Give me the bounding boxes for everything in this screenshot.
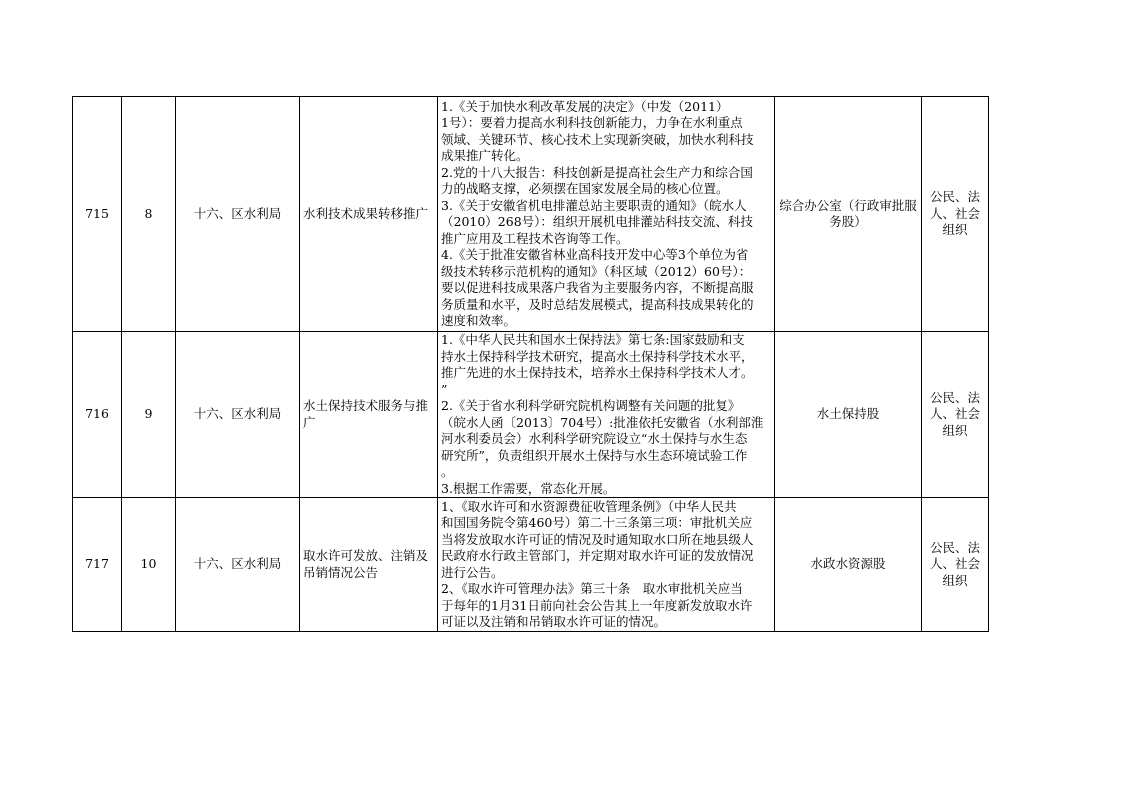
row-number: 716: [73, 332, 122, 498]
responsible-office-cell: 水土保持股: [775, 332, 922, 498]
item-name-cell: 水土保持技术服务与推广: [300, 332, 438, 498]
basis-line: 4.《关于批准安徽省林业高科技开发中心等3个单位为省: [441, 247, 749, 262]
basis-line: 当将发放取水许可证的情况及时通知取水口所在地县级人: [441, 531, 754, 547]
basis-line: 1.《关于加快水利改革发展的决定》（中发（2011）: [441, 98, 729, 114]
basis-line: 级技术转移示范机构的通知》（科区域（2012）60号）：: [441, 263, 752, 279]
item-name-cell: 取水许可发放、注销及吊销情况公告: [300, 498, 438, 632]
service-target-cell: 公民、法人、社会组织: [922, 332, 989, 498]
basis-line: 领域、关键环节、核心技术上实现新突破，加快水利科技: [441, 131, 754, 147]
basis-line: 可证以及注销和吊销取水许可证的情况。: [441, 614, 667, 629]
service-target-cell: 公民、法人、社会组织: [922, 498, 989, 632]
basis-line: 2.《关于省水利科学研究院机构调整有关问题的批复》: [441, 398, 741, 413]
basis-line: 推广应用及工程技术咨询等工作。: [441, 230, 629, 246]
row-number: 715: [73, 97, 122, 332]
basis-line: 。: [441, 464, 454, 479]
basis-line: 力的战略支撑，必须摆在国家发展全局的核心位置。: [441, 181, 729, 196]
basis-line: （2010）268号）：组织开展机电排灌站科技交流、科技: [441, 214, 753, 229]
item-name-cell: 水利技术成果转移推广: [300, 97, 438, 332]
responsible-office-cell: 综合办公室（行政审批服务股）: [775, 97, 922, 332]
basis-line: 1、《取水许可和水资源费征收管理条例》（中华人民共: [441, 498, 737, 514]
basis-line: 持水土保持科学技术研究，提高水土保持科学技术水平，: [441, 348, 754, 364]
basis-line: 成果推广转化。: [441, 148, 529, 163]
department-cell: 十六、区水利局: [176, 498, 300, 632]
legal-basis-cell: [438, 498, 775, 632]
basis-line: 研究所”，负责组织开展水土保持与水生态环境试验工作: [441, 447, 748, 463]
basis-line: 民政府水行政主管部门，并定期对取水许可证的发放情况: [441, 548, 754, 563]
department-cell: 十六、区水利局: [176, 97, 300, 332]
basis-line: 1.《中华人民共和国水土保持法》第七条:国家鼓励和支: [441, 332, 745, 347]
legal-basis-cell: [438, 97, 775, 332]
table-row: [73, 332, 989, 498]
item-sequence: 9: [122, 332, 176, 498]
basis-line: 务质量和水平，及时总结发展模式，提高科技成果转化的: [441, 296, 754, 312]
basis-line: ”: [441, 381, 448, 397]
responsible-office-cell: 水政水资源股: [775, 498, 922, 632]
basis-line: 和国国务院令第460号）第二十三条第三项：审批机关应: [441, 515, 753, 530]
basis-line: 河水利委员会）水利科学研究院设立“水土保持与水生态: [441, 431, 748, 446]
department-cell: 十六、区水利局: [176, 332, 300, 498]
basis-line: 推广先进的水土保持技术，培养水土保持科学技术人才。: [441, 365, 754, 380]
basis-line: 要以促进科技成果落户我省为主要服务内容，不断提高服: [441, 280, 754, 295]
table-row: [73, 97, 989, 332]
row-number: 717: [73, 498, 122, 632]
basis-line: 速度和效率。: [441, 313, 517, 328]
basis-line: （皖水人函〔2013〕704号）:批准依托安徽省（水利部淮: [441, 414, 764, 430]
table-row: [73, 498, 989, 632]
basis-line: 2.党的十八大报告：科技创新是提高社会生产力和综合国: [441, 164, 753, 180]
authority-list-table: [72, 96, 989, 632]
basis-line: 3.《关于安徽省机电排灌总站主要职责的通知》（皖水人: [441, 197, 747, 213]
legal-basis-cell: [438, 332, 775, 498]
service-target-cell: 公民、法人、社会组织: [922, 97, 989, 332]
basis-line: 1号）：要着力提高水利科技创新能力，力争在水利重点: [441, 115, 743, 130]
basis-line: 3.根据工作需要，常态化开展。: [441, 480, 616, 496]
basis-line: 2、《取水许可管理办法》第三十条 取水审批机关应当: [441, 581, 743, 596]
item-sequence: 10: [122, 498, 176, 632]
basis-line: 进行公告。: [441, 564, 504, 580]
item-sequence: 8: [122, 97, 176, 332]
basis-line: 于每年的1月31日前向社会公告其上一年度新发放取水许: [441, 597, 753, 613]
